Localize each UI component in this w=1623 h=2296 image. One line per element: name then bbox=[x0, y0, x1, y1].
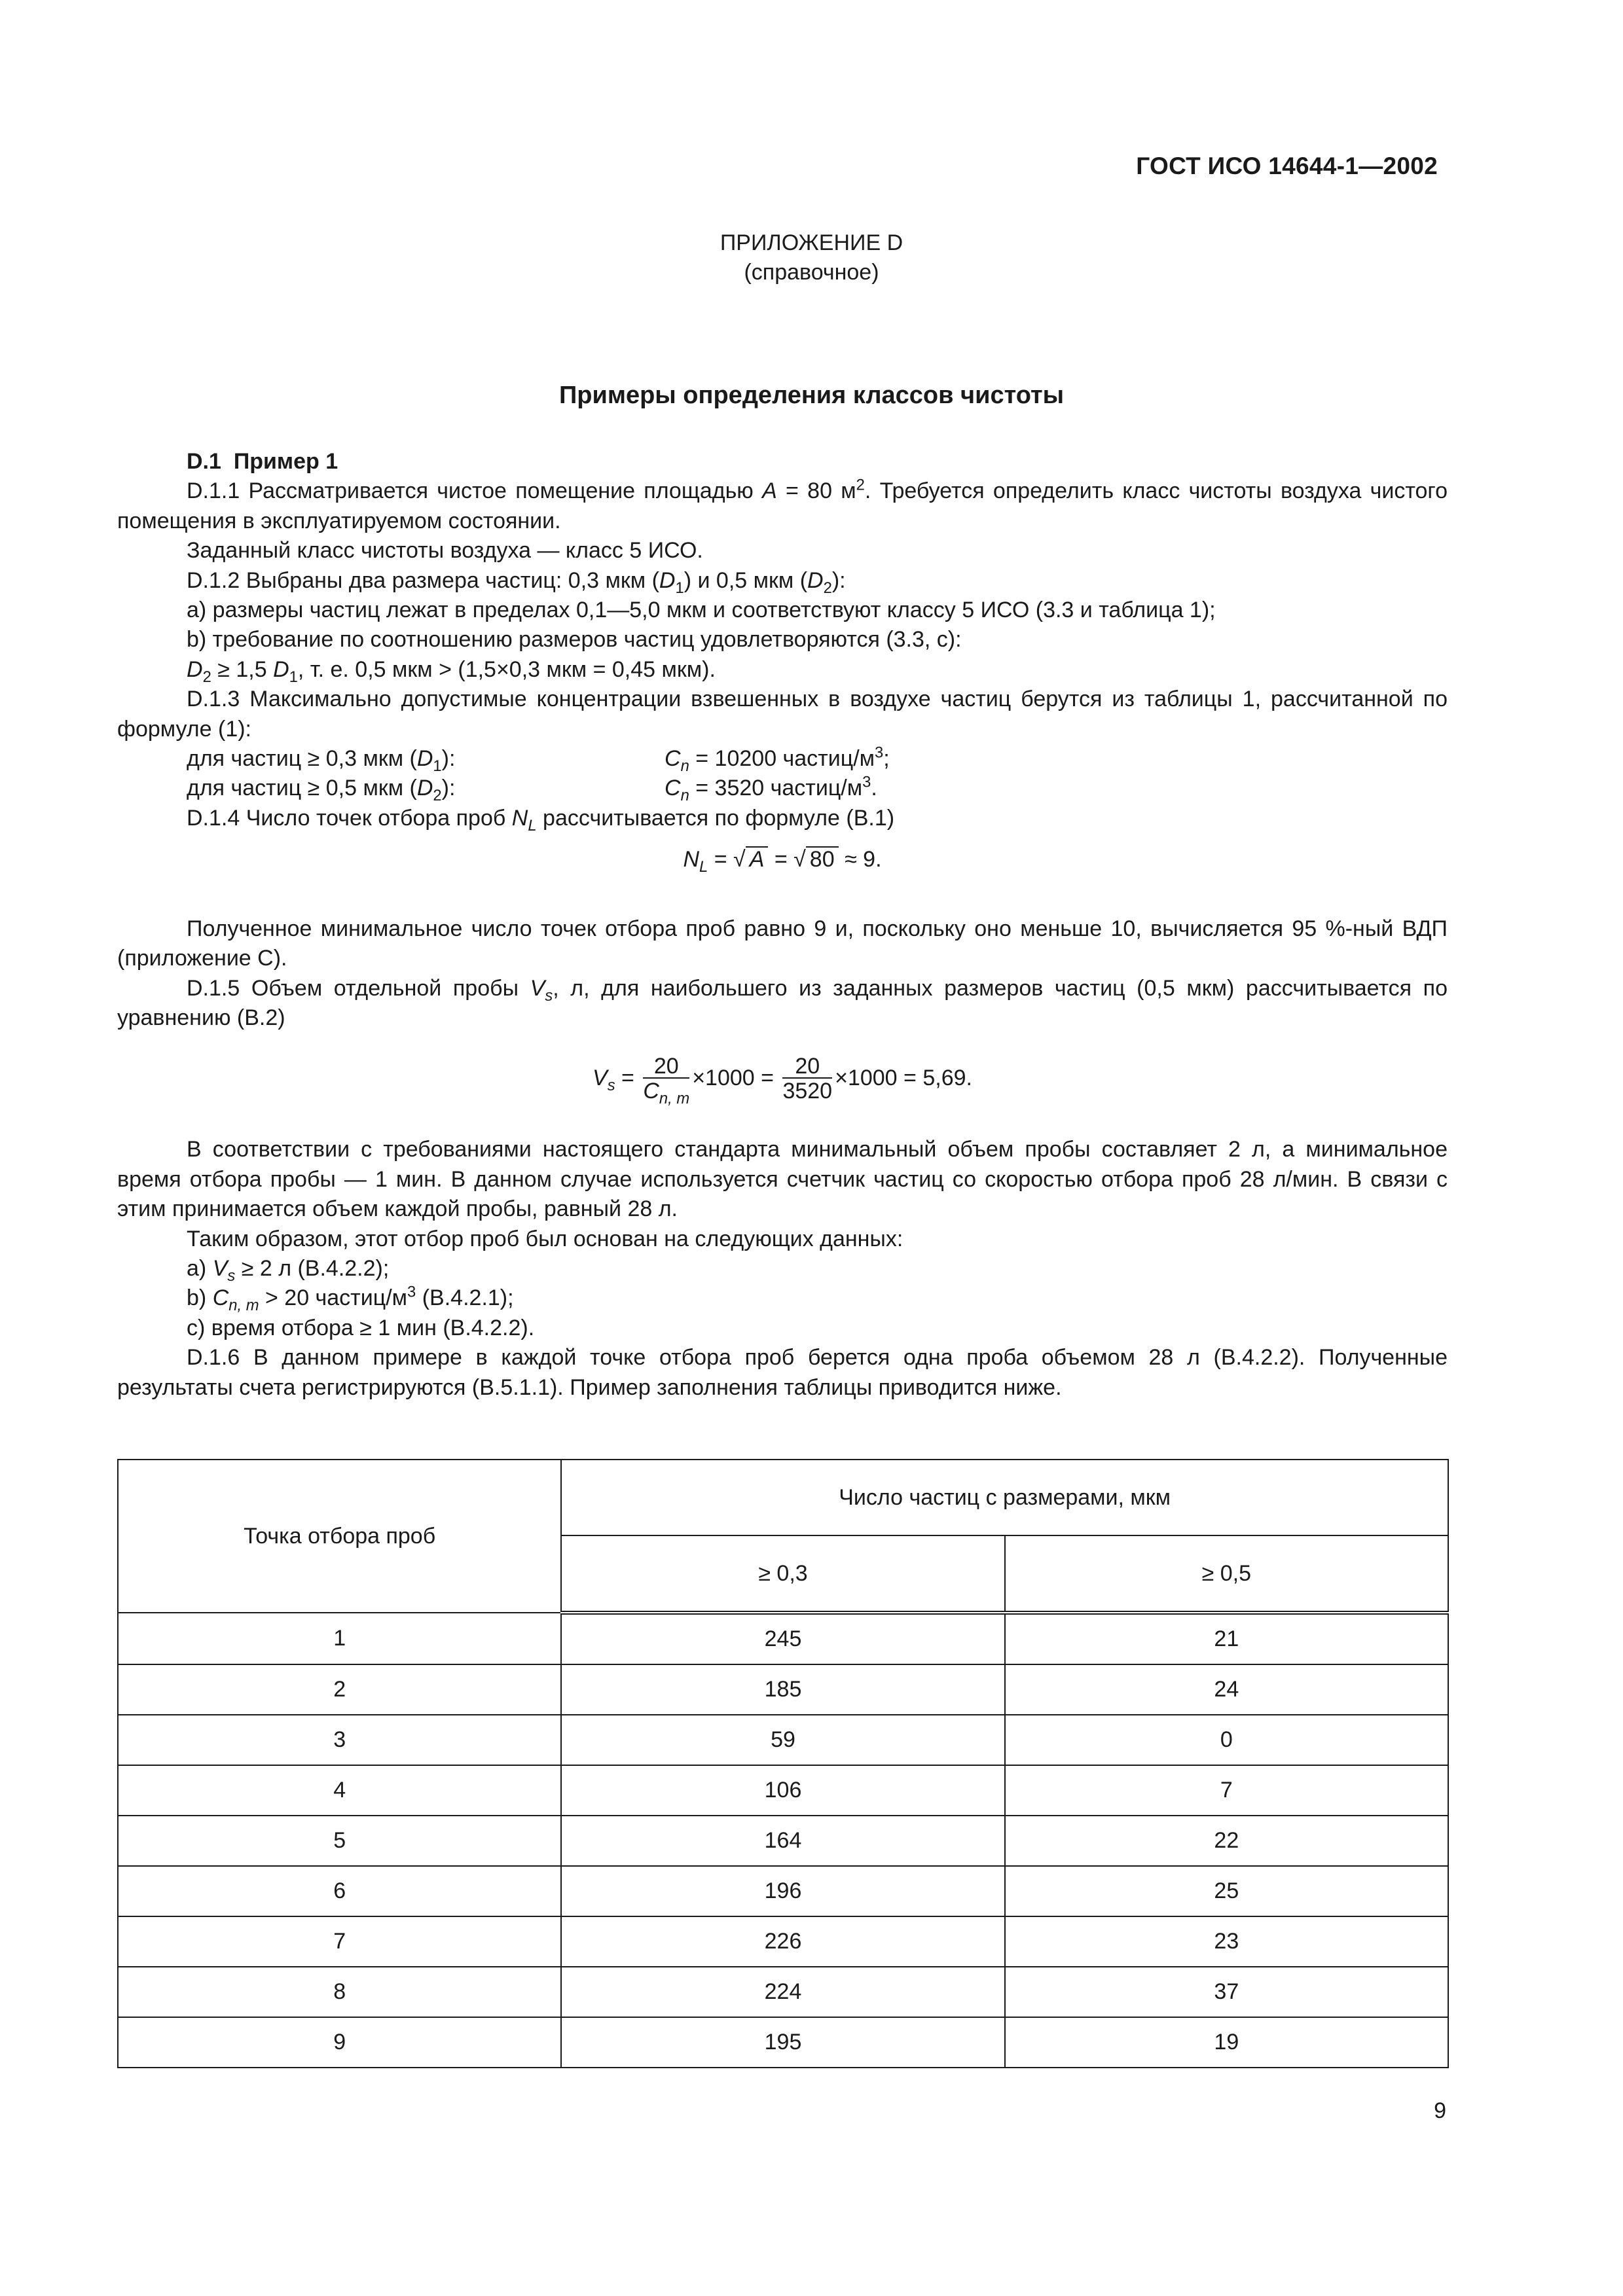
document-body bbox=[117, 447, 1448, 1403]
table-row: 3 59 0 bbox=[118, 1715, 1448, 1765]
paragraph-thus: Таким образом, этот отбор проб был основан на следующих данных: bbox=[187, 1226, 903, 1251]
appendix-title: ПРИЛОЖЕНИЕ D bbox=[720, 230, 903, 255]
list-item-a: а) размеры частиц лежат в пределах 0,1—5,0 мкм и соответствуют классу 5 ИСО (3.3 и таблица 1); bbox=[187, 598, 1216, 623]
concentration-line-1: для частиц ≥ 0,3 мкм $(D_1)$: $C_n = 10200$ частиц/$м^3$; bbox=[187, 744, 890, 775]
standard-designation: ГОСТ ИСО 14644-1—2002 bbox=[1136, 152, 1438, 179]
table-row: 7 226 23 bbox=[118, 1916, 1448, 1967]
table-row: 6 196 25 bbox=[118, 1866, 1448, 1916]
header-sampling-point: Точка отбора проб bbox=[118, 1460, 561, 1613]
data-item-b: b) $C_{n, m} > 20$ частиц/$м^3$ (В.4.2.1); bbox=[187, 1283, 514, 1315]
table-row: 8 224 37 bbox=[118, 1967, 1448, 2017]
page-number: 9 bbox=[1434, 2098, 1446, 2123]
paragraph-ratio: $D_2 \ge 1,5$ $D_1$, т. е. 0,5 мкм > (1,5×0,3 мкм = 0,45 мкм). bbox=[187, 656, 716, 686]
table-row: 4 106 7 bbox=[118, 1765, 1448, 1816]
table-row: 9 195 19 bbox=[118, 2017, 1448, 2068]
section-number: D.1 bbox=[187, 449, 221, 474]
concentration-line-2: для частиц ≥ 0,5 мкм $(D_2)$: $C_n = 3520$ частиц/$м^3$. bbox=[187, 774, 877, 805]
paragraph-d16: D.1.6 В данном примере в каждой точке отбора проб берется одна проба объемом 28 л (В.4.2.2). Полученные результаты счета регистрируются (В.5.1.1). Пример заполнения таблицы приводится ниже. bbox=[117, 1345, 1448, 1400]
data-item-c: с) время отбора ≥ 1 мин (В.4.2.2). bbox=[187, 1315, 535, 1340]
appendix-subtitle: (справочное) bbox=[744, 260, 879, 285]
paragraph-95: Полученное минимальное число точек отбора проб равно 9 и, поскольку оно меньше 10, вычисляется 95 %-ный ВДП (приложение С). bbox=[117, 916, 1448, 971]
paragraph-d11: D.1.1 Рассматривается чистое помещение площадью A = 80 $м^2$. Требуется определить класс чистоты воздуха чистого помещения в эксплуатируемом состоянии. bbox=[117, 476, 1448, 533]
paragraph-class: Заданный класс чистоты воздуха — класс 5 ИСО. bbox=[187, 538, 703, 564]
main-title: Примеры определения классов чистоты bbox=[558, 382, 1065, 409]
paragraph-d15: D.1.5 Объем отдельной пробы $V_s$, л, для наибольшего из заданных размеров частиц (0,5 мкм) рассчитывается по уравнению (В.2) bbox=[117, 975, 1448, 1030]
header-size-05: ≥ 0,5 bbox=[1005, 1535, 1448, 1613]
table-row: 5 164 22 bbox=[118, 1816, 1448, 1866]
section-heading bbox=[117, 447, 1448, 476]
data-item-a: а) $V_s \ge 2$ л (В.4.2.2); bbox=[187, 1255, 390, 1285]
section-title: Пример 1 bbox=[233, 449, 338, 474]
header-particle-count: Число частиц с размерами, мкм bbox=[561, 1460, 1448, 1535]
paragraph-d14: D.1.4 Число точек отбора проб $N_L$ рассчитывается по формуле (В.1) bbox=[187, 805, 895, 834]
formula-nl: $N_L$ = √ A = √ 80 ≈ 9. bbox=[683, 847, 882, 876]
list-item-b: b) требование по соотношению размеров частиц удовлетворяются (3.3, с): bbox=[187, 627, 962, 653]
table-row: 2 185 24 bbox=[118, 1664, 1448, 1715]
header-size-03: ≥ 0,3 bbox=[561, 1535, 1004, 1613]
paragraph-d13: D.1.3 Максимально допустимые концентрации взвешенных в воздухе частиц берутся из таблицы 1, рассчитанной по формуле (1): bbox=[117, 687, 1448, 742]
formula-vs: $V_s$ = $\frac{20}{C_{n, m}}$ ×1000 = $\frac{20}{3520}$ ×1000 = 5,69. bbox=[593, 1054, 972, 1108]
paragraph-d12: D.1.2 Выбраны два размера частиц: 0,3 мкм $(D_1)$ и 0,5 мкм $(D_2)$: bbox=[187, 567, 846, 597]
results-table bbox=[117, 1459, 1449, 2068]
table-row: 1 245 21 bbox=[118, 1613, 1448, 1664]
paragraph-requirements: В соответствии с требованиями настоящего стандарта минимальный объем пробы составляет 2 л, а минимальное время отбора пробы — 1 мин. В данном случае используется счетчик частиц со скоростью отбора проб 28 л/мин. В связи с этим принимается объем каждой пробы, равный 28 л. bbox=[117, 1137, 1448, 1222]
